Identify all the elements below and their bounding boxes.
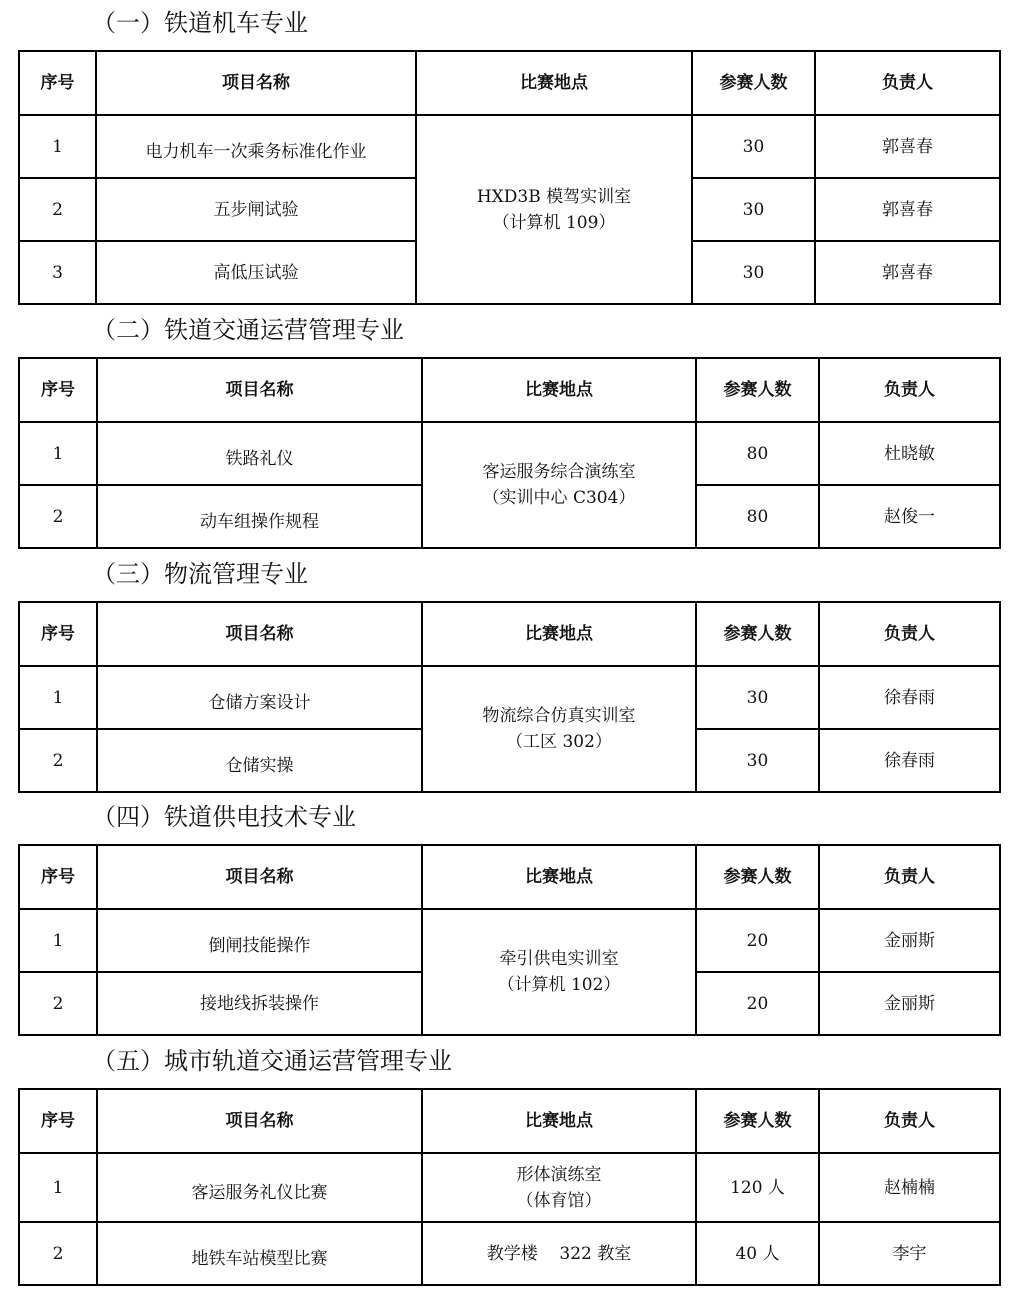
- col-header-count: 参赛人数: [692, 51, 815, 115]
- location-line: 教学楼 322 教室: [486, 1243, 632, 1264]
- row-lead: 徐春雨: [819, 729, 1000, 792]
- row-no: 1: [19, 666, 97, 729]
- location-line: （实训中心 C304）: [482, 488, 636, 508]
- row-name: 接地线拆装操作: [97, 972, 422, 1035]
- col-header-lead: 负责人: [819, 845, 1000, 909]
- col-header-location: 比赛地点: [422, 358, 696, 422]
- row-count: 30: [692, 178, 815, 241]
- row-count: 80: [696, 485, 819, 548]
- row-no: 1: [19, 909, 97, 972]
- row-lead: 李宇: [819, 1222, 1000, 1285]
- col-header-location: 比赛地点: [416, 51, 692, 115]
- row-name: 电力机车一次乘务标准化作业: [96, 115, 416, 178]
- row-lead: 赵俊一: [819, 485, 1000, 548]
- col-header-location: 比赛地点: [422, 602, 696, 666]
- col-header-lead: 负责人: [819, 602, 1000, 666]
- row-location: [422, 422, 696, 548]
- col-header-lead: 负责人: [815, 51, 1000, 115]
- table-header-row: [19, 358, 1000, 422]
- section-4-title: （四）铁道供电技术专业: [92, 803, 356, 831]
- location-line: （体育馆）: [516, 1190, 602, 1211]
- section-2-table: [18, 357, 1001, 549]
- col-header-count: 参赛人数: [696, 1089, 819, 1153]
- row-lead: 郭喜春: [815, 115, 1000, 178]
- location-line: 形体演练室: [516, 1164, 602, 1185]
- row-lead: 郭喜春: [815, 178, 1000, 241]
- col-header-name: 项目名称: [96, 51, 416, 115]
- row-no: 3: [19, 241, 96, 304]
- col-header-location: 比赛地点: [422, 845, 696, 909]
- col-header-count: 参赛人数: [696, 845, 819, 909]
- row-name: 高低压试验: [96, 241, 416, 304]
- row-count: 30: [692, 115, 815, 178]
- location-line: 物流综合仿真实训室: [482, 706, 636, 726]
- col-header-name: 项目名称: [97, 602, 422, 666]
- row-count: 80: [696, 422, 819, 485]
- table-row: [19, 422, 1000, 485]
- row-lead: 徐春雨: [819, 666, 1000, 729]
- row-no: 2: [19, 1222, 97, 1285]
- table-header-row: [19, 1089, 1000, 1153]
- row-location: [422, 1222, 696, 1285]
- row-location: [422, 909, 696, 1035]
- location-line: （工区 302）: [506, 732, 612, 752]
- section-2-title: （二）铁道交通运营管理专业: [92, 316, 404, 344]
- section-4-table: [18, 844, 1001, 1036]
- col-header-name: 项目名称: [97, 358, 422, 422]
- row-no: 2: [19, 485, 97, 548]
- col-header-name: 项目名称: [97, 845, 422, 909]
- section-1-title: （一）铁道机车专业: [92, 9, 308, 37]
- row-no: 1: [19, 1153, 97, 1222]
- row-no: 2: [19, 178, 96, 241]
- section-3-title: （三）物流管理专业: [92, 560, 308, 588]
- col-header-no: 序号: [19, 358, 97, 422]
- location-line: （计算机 109）: [492, 212, 616, 233]
- location-line: HXD3B 模驾实训室: [476, 186, 632, 207]
- table-header-row: [19, 51, 1000, 115]
- section-1-table: [18, 50, 1001, 305]
- row-name: 仓储实操: [97, 729, 422, 792]
- row-count: 120 人: [696, 1153, 819, 1222]
- row-count: 30: [696, 666, 819, 729]
- table-row: [19, 1153, 1000, 1222]
- row-lead: 郭喜春: [815, 241, 1000, 304]
- row-location: [422, 1153, 696, 1222]
- section-3-table: [18, 601, 1001, 793]
- location-line: 牵引供电实训室: [499, 949, 619, 969]
- row-name: 铁路礼仪: [97, 422, 422, 485]
- col-header-name: 项目名称: [97, 1089, 422, 1153]
- table-row: [19, 115, 1000, 178]
- row-count: 30: [692, 241, 815, 304]
- row-no: 2: [19, 729, 97, 792]
- row-name: 动车组操作规程: [97, 485, 422, 548]
- row-location: [416, 115, 692, 304]
- col-header-count: 参赛人数: [696, 358, 819, 422]
- col-header-lead: 负责人: [819, 1089, 1000, 1153]
- location-line: 客运服务综合演练室: [482, 462, 636, 482]
- row-count: 20: [696, 909, 819, 972]
- row-no: 2: [19, 972, 97, 1035]
- table-row: [19, 1222, 1000, 1285]
- row-name: 仓储方案设计: [97, 666, 422, 729]
- col-header-location: 比赛地点: [422, 1089, 696, 1153]
- col-header-no: 序号: [19, 845, 97, 909]
- table-header-row: [19, 845, 1000, 909]
- row-count: 40 人: [696, 1222, 819, 1285]
- row-count: 30: [696, 729, 819, 792]
- col-header-no: 序号: [19, 1089, 97, 1153]
- table-row: [19, 909, 1000, 972]
- col-header-no: 序号: [19, 602, 97, 666]
- row-no: 1: [19, 422, 97, 485]
- row-location: [422, 666, 696, 792]
- location-line: （计算机 102）: [497, 975, 621, 995]
- col-header-no: 序号: [19, 51, 96, 115]
- table-header-row: [19, 602, 1000, 666]
- col-header-lead: 负责人: [819, 358, 1000, 422]
- row-lead: 杜晓敏: [819, 422, 1000, 485]
- row-no: 1: [19, 115, 96, 178]
- row-name: 五步闸试验: [96, 178, 416, 241]
- row-lead: 赵楠楠: [819, 1153, 1000, 1222]
- row-count: 20: [696, 972, 819, 1035]
- row-name: 倒闸技能操作: [97, 909, 422, 972]
- table-row: [19, 666, 1000, 729]
- col-header-count: 参赛人数: [696, 602, 819, 666]
- row-name: 客运服务礼仪比赛: [97, 1153, 422, 1222]
- section-5-table: [18, 1088, 1001, 1286]
- section-5-title: （五）城市轨道交通运营管理专业: [92, 1047, 452, 1075]
- row-lead: 金丽斯: [819, 909, 1000, 972]
- row-name: 地铁车站模型比赛: [97, 1222, 422, 1285]
- row-lead: 金丽斯: [819, 972, 1000, 1035]
